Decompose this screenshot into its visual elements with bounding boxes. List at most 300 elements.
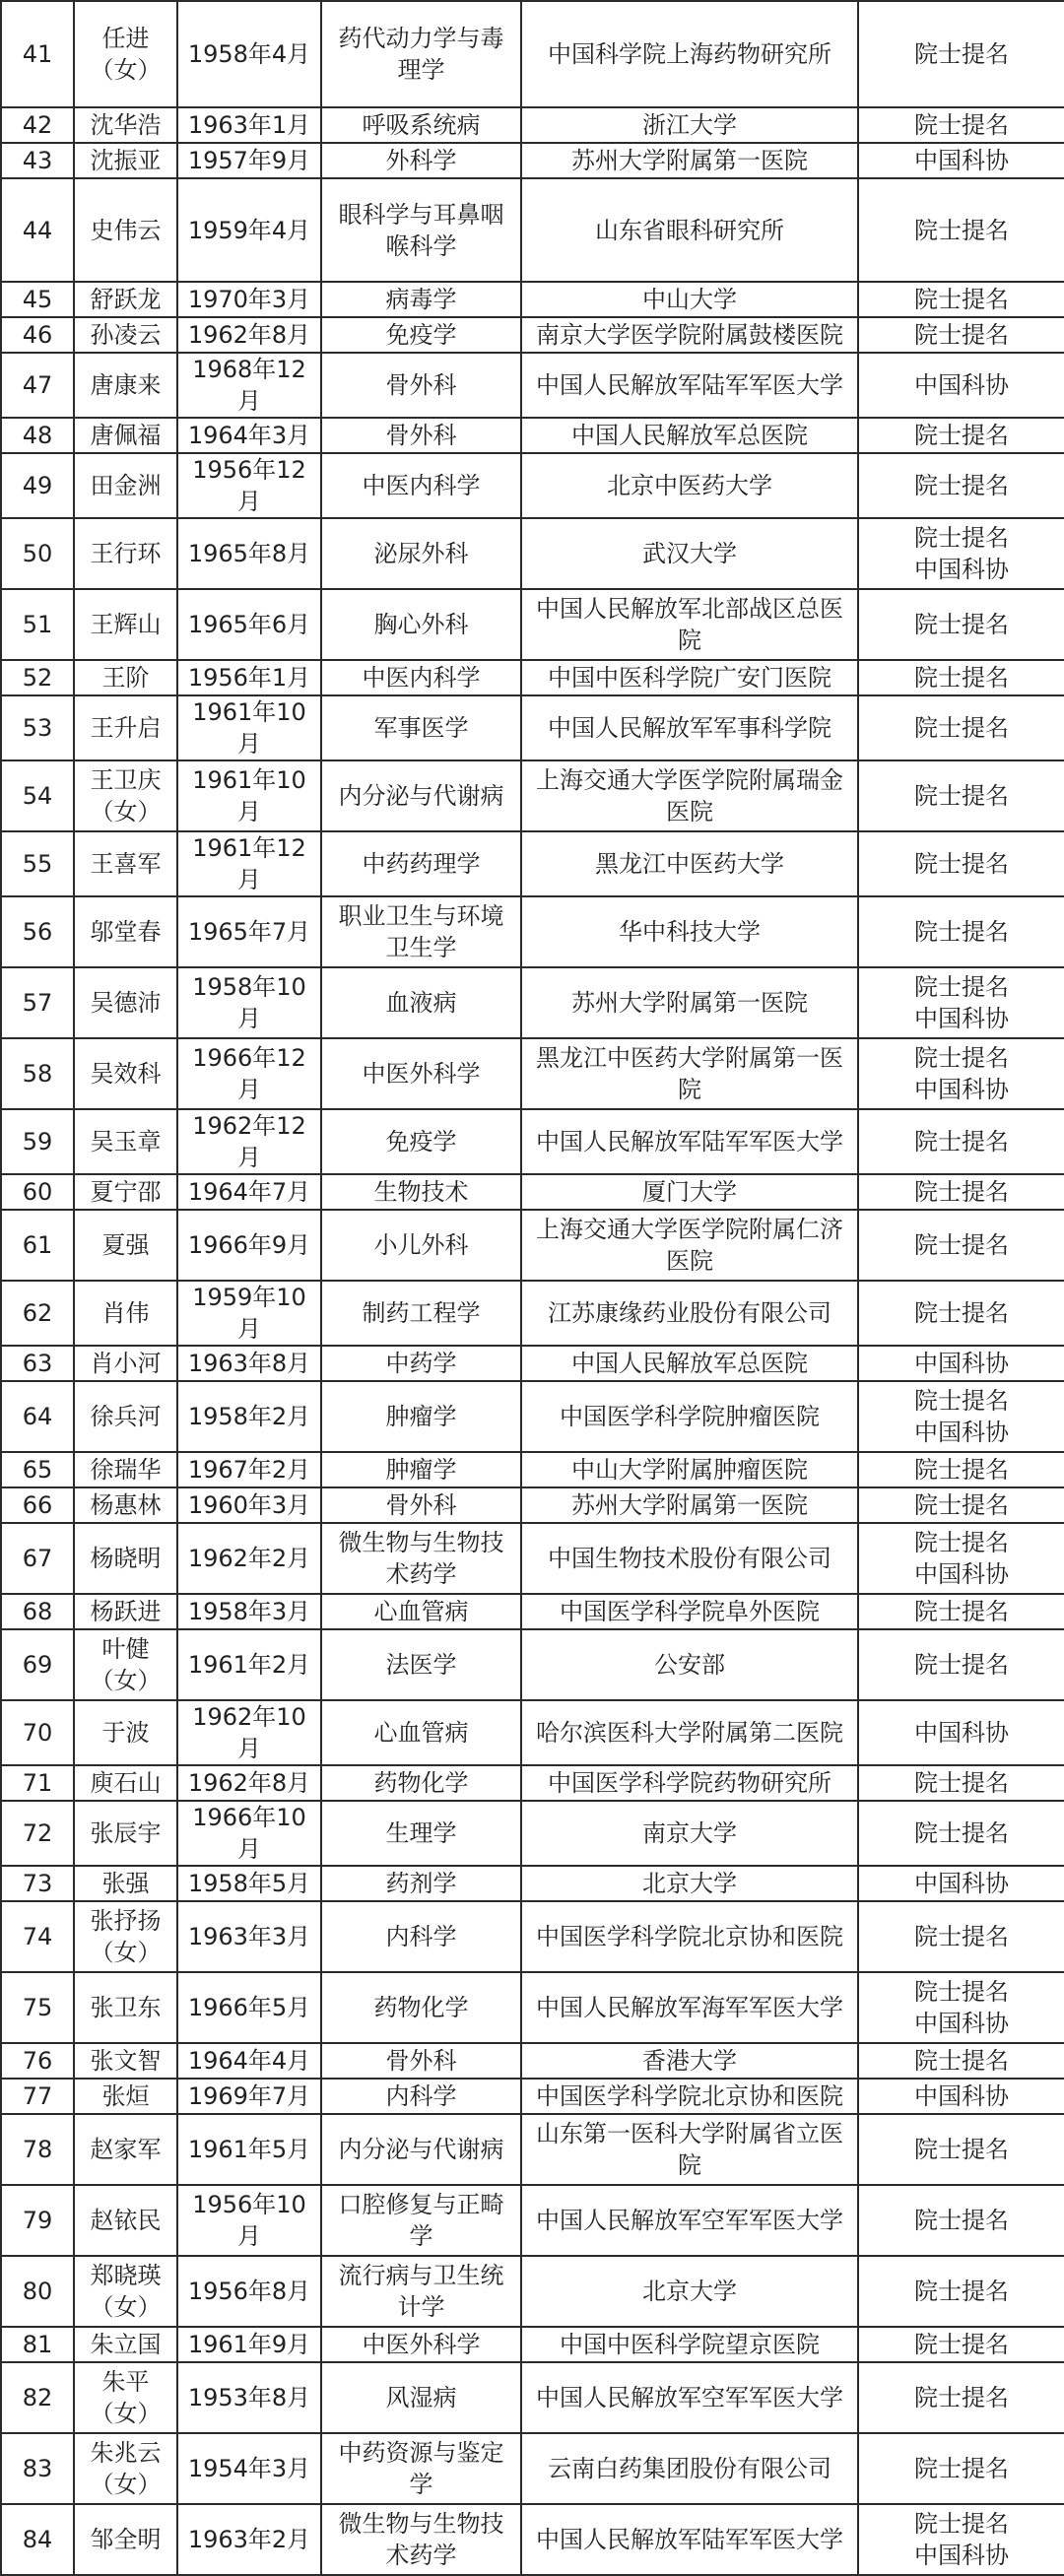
organization-cell: 中国人民解放军陆军军医大学 [521,1109,858,1174]
table-row [1,1,1064,107]
name-cell: 邬堂春 [74,896,177,967]
nomination-route-cell: 院士提名 [858,317,1064,353]
organization-cell: 苏州大学附属第一医院 [521,143,858,178]
row-number-cell: 63 [1,1346,74,1381]
row-number-cell: 72 [1,1801,74,1866]
table-row [1,2114,1064,2185]
row-number-cell: 67 [1,1523,74,1594]
organization-cell: 山东省眼科研究所 [521,178,858,282]
birth-date-cell: 1963年2月 [177,2504,321,2575]
birth-date-cell: 1963年3月 [177,1901,321,1972]
nomination-route-cell: 院士提名 中国科协 [858,1523,1064,1594]
field-cell: 药代动力学与毒 理学 [321,1,521,107]
organization-cell: 北京大学 [521,2256,858,2327]
nomination-route-cell: 院士提名 [858,178,1064,282]
row-number-cell: 76 [1,2043,74,2079]
row-number-cell: 48 [1,418,74,453]
organization-cell: 中国医学科学院阜外医院 [521,1594,858,1629]
birth-date-cell: 1963年1月 [177,107,321,143]
nomination-route-cell: 院士提名 [858,695,1064,760]
name-cell: 叶健 （女） [74,1629,177,1700]
nomination-route-cell: 院士提名 [858,107,1064,143]
table-row [1,1381,1064,1452]
birth-date-cell: 1954年3月 [177,2433,321,2504]
nomination-route-cell: 院士提名 [858,589,1064,660]
birth-date-cell: 1956年12月 [177,453,321,518]
nomination-route-cell: 院士提名 [858,1452,1064,1487]
name-cell: 王卫庆 （女） [74,760,177,831]
organization-cell: 中国医学科学院北京协和医院 [521,1901,858,1972]
field-cell: 生物技术 [321,1174,521,1210]
row-number-cell: 46 [1,317,74,353]
row-number-cell: 43 [1,143,74,178]
organization-cell: 中国医学科学院肿瘤医院 [521,1381,858,1452]
table-row [1,1901,1064,1972]
name-cell: 王辉山 [74,589,177,660]
name-cell: 朱立国 [74,2327,177,2362]
table-row [1,1452,1064,1487]
organization-cell: 中山大学 [521,282,858,317]
birth-date-cell: 1966年12月 [177,1038,321,1109]
organization-cell: 哈尔滨医科大学附属第二医院 [521,1700,858,1765]
organization-cell: 中国人民解放军北部战区总医 院 [521,589,858,660]
organization-cell: 中国人民解放军陆军军医大学 [521,2504,858,2575]
name-cell: 肖小河 [74,1346,177,1381]
field-cell: 中医外科学 [321,2327,521,2362]
table-row [1,2043,1064,2079]
organization-cell: 南京大学医学院附属鼓楼医院 [521,317,858,353]
organization-cell: 南京大学 [521,1801,858,1866]
table-row [1,831,1064,896]
name-cell: 吴德沛 [74,967,177,1038]
field-cell: 制药工程学 [321,1281,521,1346]
field-cell: 呼吸系统病 [321,107,521,143]
nomination-route-cell: 院士提名 [858,2185,1064,2256]
field-cell: 外科学 [321,143,521,178]
nomination-route-cell: 院士提名 [858,2043,1064,2079]
birth-date-cell: 1968年12月 [177,353,321,418]
nomination-route-cell: 院士提名 [858,2433,1064,2504]
nomination-route-cell: 院士提名 [858,1174,1064,1210]
table-row [1,1700,1064,1765]
row-number-cell: 50 [1,518,74,589]
row-number-cell: 66 [1,1487,74,1523]
row-number-cell: 62 [1,1281,74,1346]
field-cell: 流行病与卫生统 计学 [321,2256,521,2327]
table-row [1,1801,1064,1866]
field-cell: 泌尿外科 [321,518,521,589]
table-row [1,418,1064,453]
name-cell: 徐瑞华 [74,1452,177,1487]
birth-date-cell: 1966年10月 [177,1801,321,1866]
row-number-cell: 79 [1,2185,74,2256]
birth-date-cell: 1958年3月 [177,1594,321,1629]
birth-date-cell: 1964年4月 [177,2043,321,2079]
field-cell: 职业卫生与环境 卫生学 [321,896,521,967]
table-row [1,1174,1064,1210]
name-cell: 张抒扬 （女） [74,1901,177,1972]
nomination-route-cell: 院士提名 中国科协 [858,2504,1064,2575]
name-cell: 王升启 [74,695,177,760]
field-cell: 中药资源与鉴定 学 [321,2433,521,2504]
field-cell: 骨外科 [321,2043,521,2079]
field-cell: 免疫学 [321,317,521,353]
nomination-route-cell: 院士提名 [858,1,1064,107]
name-cell: 于波 [74,1700,177,1765]
nomination-route-cell: 院士提名 [858,1629,1064,1700]
field-cell: 军事医学 [321,695,521,760]
field-cell: 骨外科 [321,1487,521,1523]
name-cell: 沈华浩 [74,107,177,143]
birth-date-cell: 1953年8月 [177,2362,321,2433]
row-number-cell: 45 [1,282,74,317]
organization-cell: 中国中医科学院广安门医院 [521,660,858,695]
birth-date-cell: 1959年10月 [177,1281,321,1346]
table-row [1,1972,1064,2043]
row-number-cell: 70 [1,1700,74,1765]
table-row [1,1523,1064,1594]
field-cell: 微生物与生物技 术药学 [321,1523,521,1594]
name-cell: 朱平 （女） [74,2362,177,2433]
nomination-route-cell: 中国科协 [858,2079,1064,2114]
table-row [1,1346,1064,1381]
organization-cell: 江苏康缘药业股份有限公司 [521,1281,858,1346]
birth-date-cell: 1962年8月 [177,317,321,353]
organization-cell: 北京中医药大学 [521,453,858,518]
birth-date-cell: 1961年5月 [177,2114,321,2185]
name-cell: 王喜军 [74,831,177,896]
row-number-cell: 80 [1,2256,74,2327]
nomination-route-cell: 院士提名 [858,1594,1064,1629]
name-cell: 孙凌云 [74,317,177,353]
organization-cell: 黑龙江中医药大学 [521,831,858,896]
field-cell: 口腔修复与正畸 学 [321,2185,521,2256]
table-row [1,2433,1064,2504]
row-number-cell: 55 [1,831,74,896]
name-cell: 徐兵河 [74,1381,177,1452]
birth-date-cell: 1964年7月 [177,1174,321,1210]
row-number-cell: 54 [1,760,74,831]
organization-cell: 中国人民解放军总医院 [521,1346,858,1381]
nomination-route-cell: 院士提名 [858,1210,1064,1281]
field-cell: 骨外科 [321,418,521,453]
nomination-route-cell: 院士提名 [858,418,1064,453]
nomination-route-cell: 中国科协 [858,353,1064,418]
row-number-cell: 64 [1,1381,74,1452]
field-cell: 生理学 [321,1801,521,1866]
table-row [1,1866,1064,1901]
birth-date-cell: 1962年10月 [177,1700,321,1765]
row-number-cell: 44 [1,178,74,282]
field-cell: 小儿外科 [321,1210,521,1281]
field-cell: 内科学 [321,2079,521,2114]
organization-cell: 公安部 [521,1629,858,1700]
organization-cell: 中国人民解放军空军军医大学 [521,2185,858,2256]
name-cell: 王行环 [74,518,177,589]
table-row [1,2327,1064,2362]
field-cell: 骨外科 [321,353,521,418]
row-number-cell: 83 [1,2433,74,2504]
name-cell: 邹全明 [74,2504,177,2575]
organization-cell: 中国中医科学院望京医院 [521,2327,858,2362]
birth-date-cell: 1958年5月 [177,1866,321,1901]
table-row [1,353,1064,418]
name-cell: 任进 （女） [74,1,177,107]
name-cell: 肖伟 [74,1281,177,1346]
row-number-cell: 58 [1,1038,74,1109]
name-cell: 郑晓瑛 （女） [74,2256,177,2327]
table-row [1,589,1064,660]
nomination-route-cell: 中国科协 [858,1866,1064,1901]
name-cell: 杨晓明 [74,1523,177,1594]
organization-cell: 中国医学科学院药物研究所 [521,1765,858,1801]
field-cell: 中医内科学 [321,660,521,695]
name-cell: 庾石山 [74,1765,177,1801]
nomination-route-cell: 院士提名 [858,760,1064,831]
field-cell: 风湿病 [321,2362,521,2433]
organization-cell: 中国生物技术股份有限公司 [521,1523,858,1594]
table-row [1,107,1064,143]
name-cell: 舒跃龙 [74,282,177,317]
field-cell: 法医学 [321,1629,521,1700]
birth-date-cell: 1959年4月 [177,178,321,282]
table-row [1,660,1064,695]
field-cell: 肿瘤学 [321,1452,521,1487]
row-number-cell: 82 [1,2362,74,2433]
organization-cell: 浙江大学 [521,107,858,143]
field-cell: 中医内科学 [321,453,521,518]
field-cell: 药物化学 [321,1765,521,1801]
row-number-cell: 59 [1,1109,74,1174]
nomination-route-cell: 院士提名 [858,1801,1064,1866]
nomination-route-cell: 院士提名 [858,660,1064,695]
row-number-cell: 73 [1,1866,74,1901]
name-cell: 唐佩福 [74,418,177,453]
name-cell: 吴效科 [74,1038,177,1109]
table-row [1,2079,1064,2114]
birth-date-cell: 1970年3月 [177,282,321,317]
field-cell: 病毒学 [321,282,521,317]
field-cell: 中药学 [321,1346,521,1381]
organization-cell: 武汉大学 [521,518,858,589]
table-row [1,2504,1064,2575]
organization-cell: 黑龙江中医药大学附属第一医 院 [521,1038,858,1109]
nomination-route-cell: 院士提名 [858,896,1064,967]
nomination-route-cell: 院士提名 中国科协 [858,1038,1064,1109]
row-number-cell: 52 [1,660,74,695]
field-cell: 肿瘤学 [321,1381,521,1452]
field-cell: 胸心外科 [321,589,521,660]
organization-cell: 华中科技大学 [521,896,858,967]
nomination-route-cell: 院士提名 [858,2114,1064,2185]
row-number-cell: 53 [1,695,74,760]
birth-date-cell: 1964年3月 [177,418,321,453]
name-cell: 史伟云 [74,178,177,282]
row-number-cell: 49 [1,453,74,518]
name-cell: 朱兆云 （女） [74,2433,177,2504]
name-cell: 赵铱民 [74,2185,177,2256]
birth-date-cell: 1958年4月 [177,1,321,107]
organization-cell: 山东第一医科大学附属省立医 院 [521,2114,858,2185]
row-number-cell: 47 [1,353,74,418]
birth-date-cell: 1956年10月 [177,2185,321,2256]
birth-date-cell: 1962年8月 [177,1765,321,1801]
field-cell: 内科学 [321,1901,521,1972]
name-cell: 张强 [74,1866,177,1901]
name-cell: 王阶 [74,660,177,695]
birth-date-cell: 1967年2月 [177,1452,321,1487]
table-row [1,282,1064,317]
organization-cell: 中国人民解放军空军军医大学 [521,2362,858,2433]
field-cell: 血液病 [321,967,521,1038]
birth-date-cell: 1961年10月 [177,695,321,760]
row-number-cell: 65 [1,1452,74,1487]
row-number-cell: 74 [1,1901,74,1972]
name-cell: 张卫东 [74,1972,177,2043]
name-cell: 张辰宇 [74,1801,177,1866]
organization-cell: 北京大学 [521,1866,858,1901]
birth-date-cell: 1969年7月 [177,2079,321,2114]
row-number-cell: 77 [1,2079,74,2114]
name-cell: 吴玉章 [74,1109,177,1174]
row-number-cell: 51 [1,589,74,660]
birth-date-cell: 1965年6月 [177,589,321,660]
nomination-route-cell: 院士提名 [858,1487,1064,1523]
name-cell: 田金洲 [74,453,177,518]
birth-date-cell: 1958年2月 [177,1381,321,1452]
birth-date-cell: 1956年8月 [177,2256,321,2327]
table-row [1,1109,1064,1174]
table-row [1,1038,1064,1109]
birth-date-cell: 1958年10月 [177,967,321,1038]
table-row [1,1487,1064,1523]
row-number-cell: 78 [1,2114,74,2185]
organization-cell: 厦门大学 [521,1174,858,1210]
birth-date-cell: 1962年2月 [177,1523,321,1594]
birth-date-cell: 1966年9月 [177,1210,321,1281]
birth-date-cell: 1961年12月 [177,831,321,896]
organization-cell: 苏州大学附属第一医院 [521,1487,858,1523]
birth-date-cell: 1960年3月 [177,1487,321,1523]
table-row [1,1281,1064,1346]
name-cell: 杨惠林 [74,1487,177,1523]
field-cell: 眼科学与耳鼻咽 喉科学 [321,178,521,282]
birth-date-cell: 1961年2月 [177,1629,321,1700]
table-row [1,2256,1064,2327]
name-cell: 赵家军 [74,2114,177,2185]
organization-cell: 苏州大学附属第一医院 [521,967,858,1038]
nomination-route-cell: 院士提名 中国科协 [858,1972,1064,2043]
organization-cell: 上海交通大学医学院附属仁济 医院 [521,1210,858,1281]
name-cell: 张文智 [74,2043,177,2079]
birth-date-cell: 1957年9月 [177,143,321,178]
table-row [1,178,1064,282]
nomination-route-cell: 院士提名 [858,831,1064,896]
table-row [1,518,1064,589]
field-cell: 免疫学 [321,1109,521,1174]
organization-cell: 中国人民解放军海军军医大学 [521,1972,858,2043]
table-row [1,967,1064,1038]
organization-cell: 中国人民解放军陆军军医大学 [521,353,858,418]
birth-date-cell: 1966年5月 [177,1972,321,2043]
organization-cell: 香港大学 [521,2043,858,2079]
field-cell: 内分泌与代谢病 [321,2114,521,2185]
field-cell: 心血管病 [321,1594,521,1629]
table-row [1,896,1064,967]
nomination-route-cell: 院士提名 [858,2327,1064,2362]
table-row [1,143,1064,178]
table-row [1,2185,1064,2256]
birth-date-cell: 1961年10月 [177,760,321,831]
row-number-cell: 61 [1,1210,74,1281]
nomination-route-cell: 中国科协 [858,1700,1064,1765]
organization-cell: 中国人民解放军军事科学院 [521,695,858,760]
field-cell: 中药药理学 [321,831,521,896]
row-number-cell: 42 [1,107,74,143]
organization-cell: 上海交通大学医学院附属瑞金 医院 [521,760,858,831]
field-cell: 心血管病 [321,1700,521,1765]
nomination-route-cell: 院士提名 [858,2362,1064,2433]
birth-date-cell: 1965年8月 [177,518,321,589]
nomination-route-cell: 中国科协 [858,143,1064,178]
nomination-route-cell: 院士提名 [858,1901,1064,1972]
row-number-cell: 71 [1,1765,74,1801]
field-cell: 内分泌与代谢病 [321,760,521,831]
organization-cell: 中国科学院上海药物研究所 [521,1,858,107]
nomination-route-cell: 院士提名 中国科协 [858,518,1064,589]
nomination-route-cell: 院士提名 中国科协 [858,967,1064,1038]
table-row [1,317,1064,353]
birth-date-cell: 1961年9月 [177,2327,321,2362]
name-cell: 沈振亚 [74,143,177,178]
name-cell: 唐康来 [74,353,177,418]
nomination-route-cell: 院士提名 [858,2256,1064,2327]
nomination-route-cell: 院士提名 [858,282,1064,317]
name-cell: 张烜 [74,2079,177,2114]
birth-date-cell: 1956年1月 [177,660,321,695]
table-row [1,2362,1064,2433]
row-number-cell: 56 [1,896,74,967]
row-number-cell: 84 [1,2504,74,2575]
name-cell: 杨跃进 [74,1594,177,1629]
table-row [1,1210,1064,1281]
table-body [1,1,1064,2575]
field-cell: 药剂学 [321,1866,521,1901]
table-row [1,1594,1064,1629]
nomination-route-cell: 中国科协 [858,1346,1064,1381]
organization-cell: 中国人民解放军总医院 [521,418,858,453]
birth-date-cell: 1965年7月 [177,896,321,967]
table-row [1,760,1064,831]
row-number-cell: 69 [1,1629,74,1700]
row-number-cell: 60 [1,1174,74,1210]
row-number-cell: 68 [1,1594,74,1629]
table-row [1,695,1064,760]
organization-cell: 中山大学附属肿瘤医院 [521,1452,858,1487]
field-cell: 中医外科学 [321,1038,521,1109]
nomination-route-cell: 院士提名 [858,453,1064,518]
table-row [1,1765,1064,1801]
row-number-cell: 41 [1,1,74,107]
table-row [1,453,1064,518]
row-number-cell: 57 [1,967,74,1038]
field-cell: 药物化学 [321,1972,521,2043]
name-cell: 夏宁邵 [74,1174,177,1210]
field-cell: 微生物与生物技 术药学 [321,2504,521,2575]
row-number-cell: 75 [1,1972,74,2043]
name-cell: 夏强 [74,1210,177,1281]
nomination-route-cell: 院士提名 [858,1109,1064,1174]
